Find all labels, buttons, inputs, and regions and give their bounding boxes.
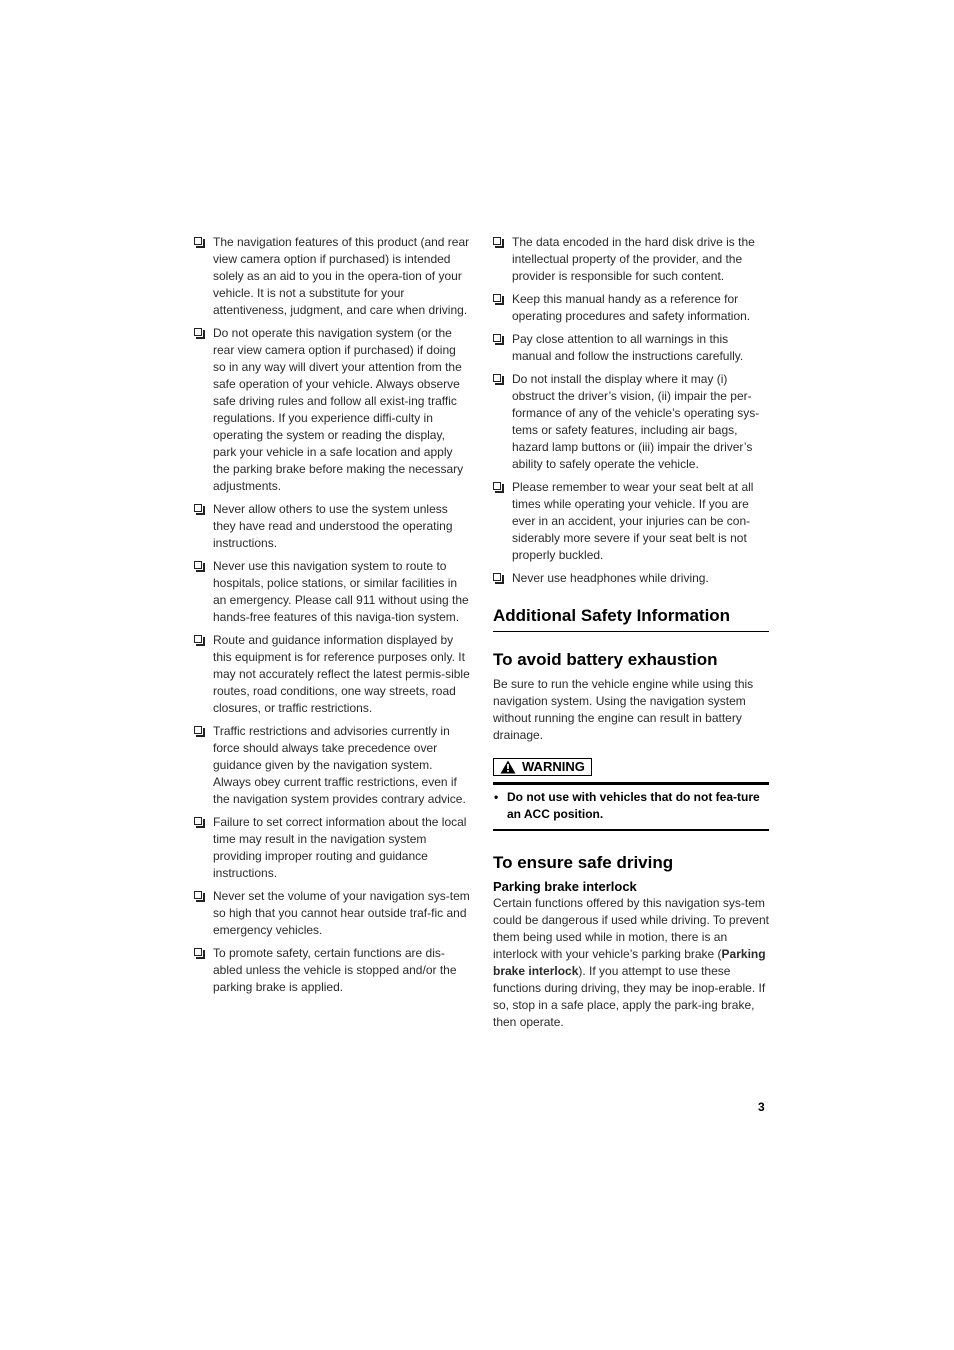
bullet-text: Never use this navigation system to route to hospitals, police stations, or similar facilities in an emergency. Please call 911 without using the hands-free features of this naviga-tion system. xyxy=(213,559,469,624)
warning-triangle-icon xyxy=(500,760,516,774)
warning-badge xyxy=(493,758,592,776)
checkbox-bullet-icon xyxy=(194,504,202,512)
list-item xyxy=(194,325,470,495)
warning-bottom-rule xyxy=(493,829,769,831)
page-number: 3 xyxy=(758,1100,765,1114)
warning-label: WARNING xyxy=(522,759,585,774)
checkbox-bullet-icon xyxy=(194,635,202,643)
list-item xyxy=(194,888,470,939)
bullet-text: Do not install the display where it may (i) obstruct the driver’s vision, (ii) impair the per-formance of any of the vehicle’s operating sys-tems or safety features, including air bags, hazard lamp buttons or (iii) impair the driver’s ability to safely operate the vehicle. xyxy=(512,372,760,471)
bullet-text: Never use headphones while driving. xyxy=(512,571,709,585)
list-item xyxy=(493,234,769,285)
list-item xyxy=(493,479,769,564)
checkbox-bullet-icon xyxy=(493,573,501,581)
checkbox-bullet-icon xyxy=(493,374,501,382)
list-item xyxy=(194,632,470,717)
safe-driving-heading: To ensure safe driving xyxy=(493,853,674,872)
list-item xyxy=(194,501,470,552)
left-column xyxy=(194,234,470,1002)
bullet-text: Failure to set correct information about the local time may result in the navigation system providing improper routing and guidance instructions. xyxy=(213,815,467,880)
warning-text: Do not use with vehicles that do not fea-ture an ACC position. xyxy=(507,790,760,821)
list-item xyxy=(493,331,769,365)
checkbox-bullet-icon xyxy=(194,561,202,569)
checkbox-bullet-icon xyxy=(194,726,202,734)
right-bullet-list xyxy=(493,234,769,587)
checkbox-bullet-icon xyxy=(194,948,202,956)
battery-heading: To avoid battery exhaustion xyxy=(493,650,718,669)
warning-body xyxy=(493,785,769,829)
bullet-text: To promote safety, certain functions are dis-abled unless the vehicle is stopped and/or the parking brake is applied. xyxy=(213,946,457,994)
bullet-text: Do not operate this navigation system (or the rear view camera option if purchased) if doing so in any way will divert your attention from the safe operation of your vehicle. Always observe safe driving rules and follow all exist-ing traffic regulations. If you experience diffi-culty in operating the system or reading the display, park your vehicle in a safe location and apply the parking brake before making the necessary adjustments. xyxy=(213,326,464,493)
bullet-text: The navigation features of this product (and rear view camera option if purchased) is intended solely as an aid to you in the opera-tion of your vehicle. It is not a substitute for your attentiveness, judgment, and care when driving. xyxy=(213,235,470,317)
parking-brake-subheading: Parking brake interlock xyxy=(493,879,637,894)
checkbox-bullet-icon xyxy=(493,334,501,342)
parking-brake-text xyxy=(493,895,769,1031)
right-column xyxy=(493,234,769,1031)
list-item xyxy=(493,291,769,325)
bullet-text: Pay close attention to all warnings in this manual and follow the instructions carefully. xyxy=(512,332,744,363)
bullet-text: The data encoded in the hard disk drive is the intellectual property of the provider, and the provider is responsible for such content. xyxy=(512,235,755,283)
warning-box xyxy=(493,758,769,831)
left-bullet-list xyxy=(194,234,470,996)
bullet-text: Never set the volume of your navigation sys-tem so high that you cannot hear outside traf-fic and emergency vehicles. xyxy=(213,889,470,937)
parking-text-after: ). If you attempt to use these functions during driving, they may be inop-erable. If so, stop in a safe place, apply the park-ing brake, then operate. xyxy=(493,964,766,1029)
section-title: Additional Safety Information xyxy=(493,606,769,632)
checkbox-bullet-icon xyxy=(493,237,501,245)
list-item xyxy=(194,814,470,882)
checkbox-bullet-icon xyxy=(194,237,202,245)
bullet-text: Traffic restrictions and advisories currently in force should always take precedence over guidance given by the navigation system. Always obey current traffic restrictions, even if the navigation system provides contrary advice. xyxy=(213,724,466,806)
checkbox-bullet-icon xyxy=(493,294,501,302)
parking-text-bold: Parking brake interlock xyxy=(493,947,766,978)
list-item xyxy=(194,234,470,319)
bullet-text: Keep this manual handy as a reference for operating procedures and safety information. xyxy=(512,292,751,323)
battery-text: Be sure to run the vehicle engine while using this navigation system. Using the navigation system without running the engine can result in battery drainage. xyxy=(493,677,754,742)
parking-text-before: Certain functions offered by this navigation sys-tem could be dangerous if used while driving. To prevent them being used while in motion, there is an interlock with your vehicle’s parking brake ( xyxy=(493,896,769,961)
checkbox-bullet-icon xyxy=(194,817,202,825)
bullet-text: Route and guidance information displayed by this equipment is for reference purposes only. It may not accurately reflect the latest permis-sible routes, road conditions, one way streets, road closures, or traffic restrictions. xyxy=(213,633,470,715)
list-item xyxy=(194,945,470,996)
warning-bullet: • xyxy=(494,790,499,804)
list-item xyxy=(493,371,769,473)
list-item xyxy=(194,723,470,808)
checkbox-bullet-icon xyxy=(493,482,501,490)
list-item xyxy=(194,558,470,626)
list-item xyxy=(493,570,769,587)
bullet-text: Never allow others to use the system unless they have read and understood the operating instructions. xyxy=(213,502,453,550)
checkbox-bullet-icon xyxy=(194,891,202,899)
checkbox-bullet-icon xyxy=(194,328,202,336)
bullet-text: Please remember to wear your seat belt at all times while operating your vehicle. If you are ever in an accident, your injuries can be con-siderably more severe if your seat belt is not properly buckled. xyxy=(512,480,754,562)
